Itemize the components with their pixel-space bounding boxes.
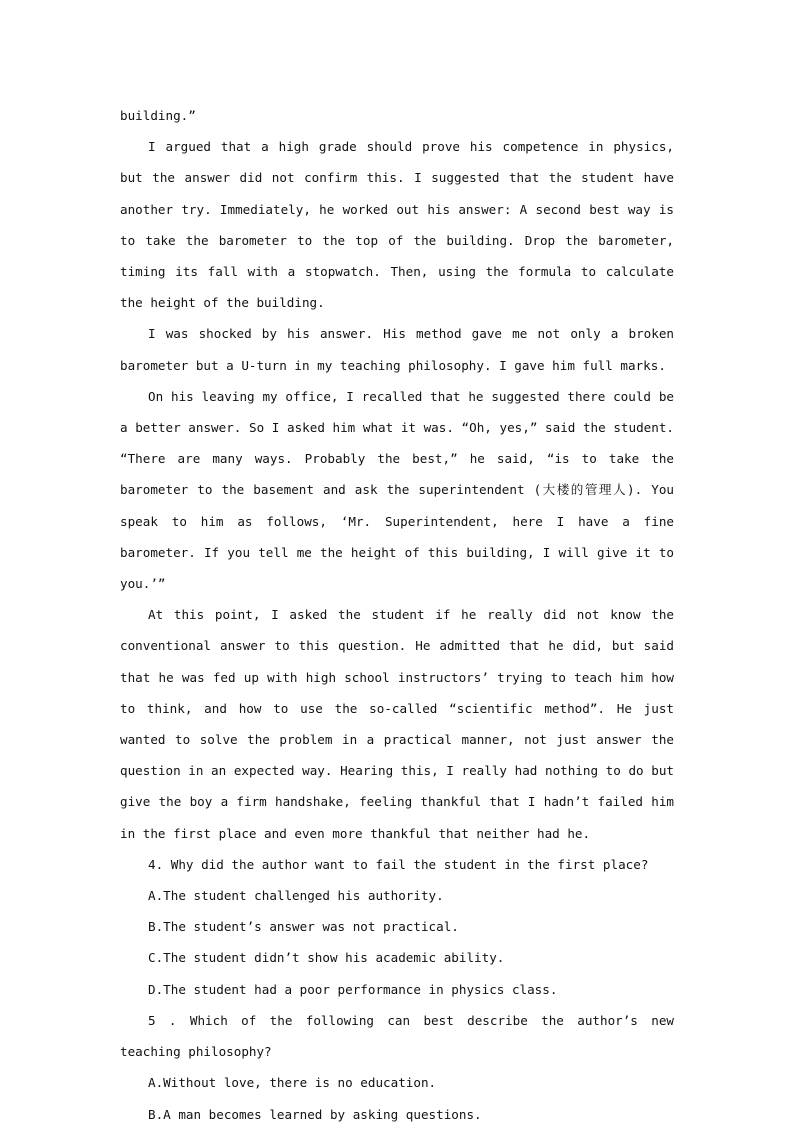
passage-paragraph: building.” bbox=[120, 108, 196, 123]
passage-paragraph: At this point, I asked the student if he really did not know the conventional answer to this question. He admitted that he did, but said that he was fed up with high school instructors’ trying to teach him how to think, and how to use the so-called “scientific method”. He just wanted to solve the problem in a practical manner, not just answer the question in an expected way. Hearing this, I really had nothing to do but give the boy a firm handshake, feeling thankful that I hadn’t failed him in the first place and even more thankful that neither had he. bbox=[120, 607, 674, 841]
question-option: A.The student challenged his authority. bbox=[148, 888, 444, 904]
question-stem: 4. Why did the author want to fail the student in the first place? bbox=[148, 856, 649, 872]
question-option: B.A man becomes learned by asking questions. bbox=[148, 1106, 482, 1122]
page-content bbox=[120, 100, 674, 1130]
question-stem: 5 . Which of the following can best describe the author’s new teaching philosophy? bbox=[120, 1012, 674, 1060]
question-option: D.The student had a poor performance in physics class. bbox=[148, 981, 558, 997]
passage-paragraph: I was shocked by his answer. His method gave me not only a broken barometer but a U-turn in my teaching philosophy. I gave him full marks. bbox=[120, 326, 674, 373]
passage-paragraph: On his leaving my office, I recalled that he suggested there could be a better answer. So I asked him what it was. “Oh, yes,” said the student. “There are many ways. Probably the best,” he said, “is to take the barometer to the basement and ask the superintendent (大楼的管理人). You speak to him as follows, ‘Mr. Superintendent, here I have a fine barometer. If you tell me the height of this building, I will give it to you.’” bbox=[120, 388, 674, 592]
question-option: C.The student didn’t show his academic ability. bbox=[148, 950, 505, 966]
question-4 bbox=[120, 849, 674, 1005]
question-option: B.The student’s answer was not practical. bbox=[148, 919, 459, 935]
question-option: A.Without love, there is no education. bbox=[148, 1075, 437, 1091]
passage-paragraph: I argued that a high grade should prove his competence in physics, but the answer did not confirm this. I suggested that the student have another try. Immediately, he worked out his answer: A second best way is to take the barometer to the top of the building. Drop the barometer, timing its fall with a stopwatch. Then, using the formula to calculate the height of the building. bbox=[120, 139, 674, 311]
question-5 bbox=[120, 1005, 674, 1130]
